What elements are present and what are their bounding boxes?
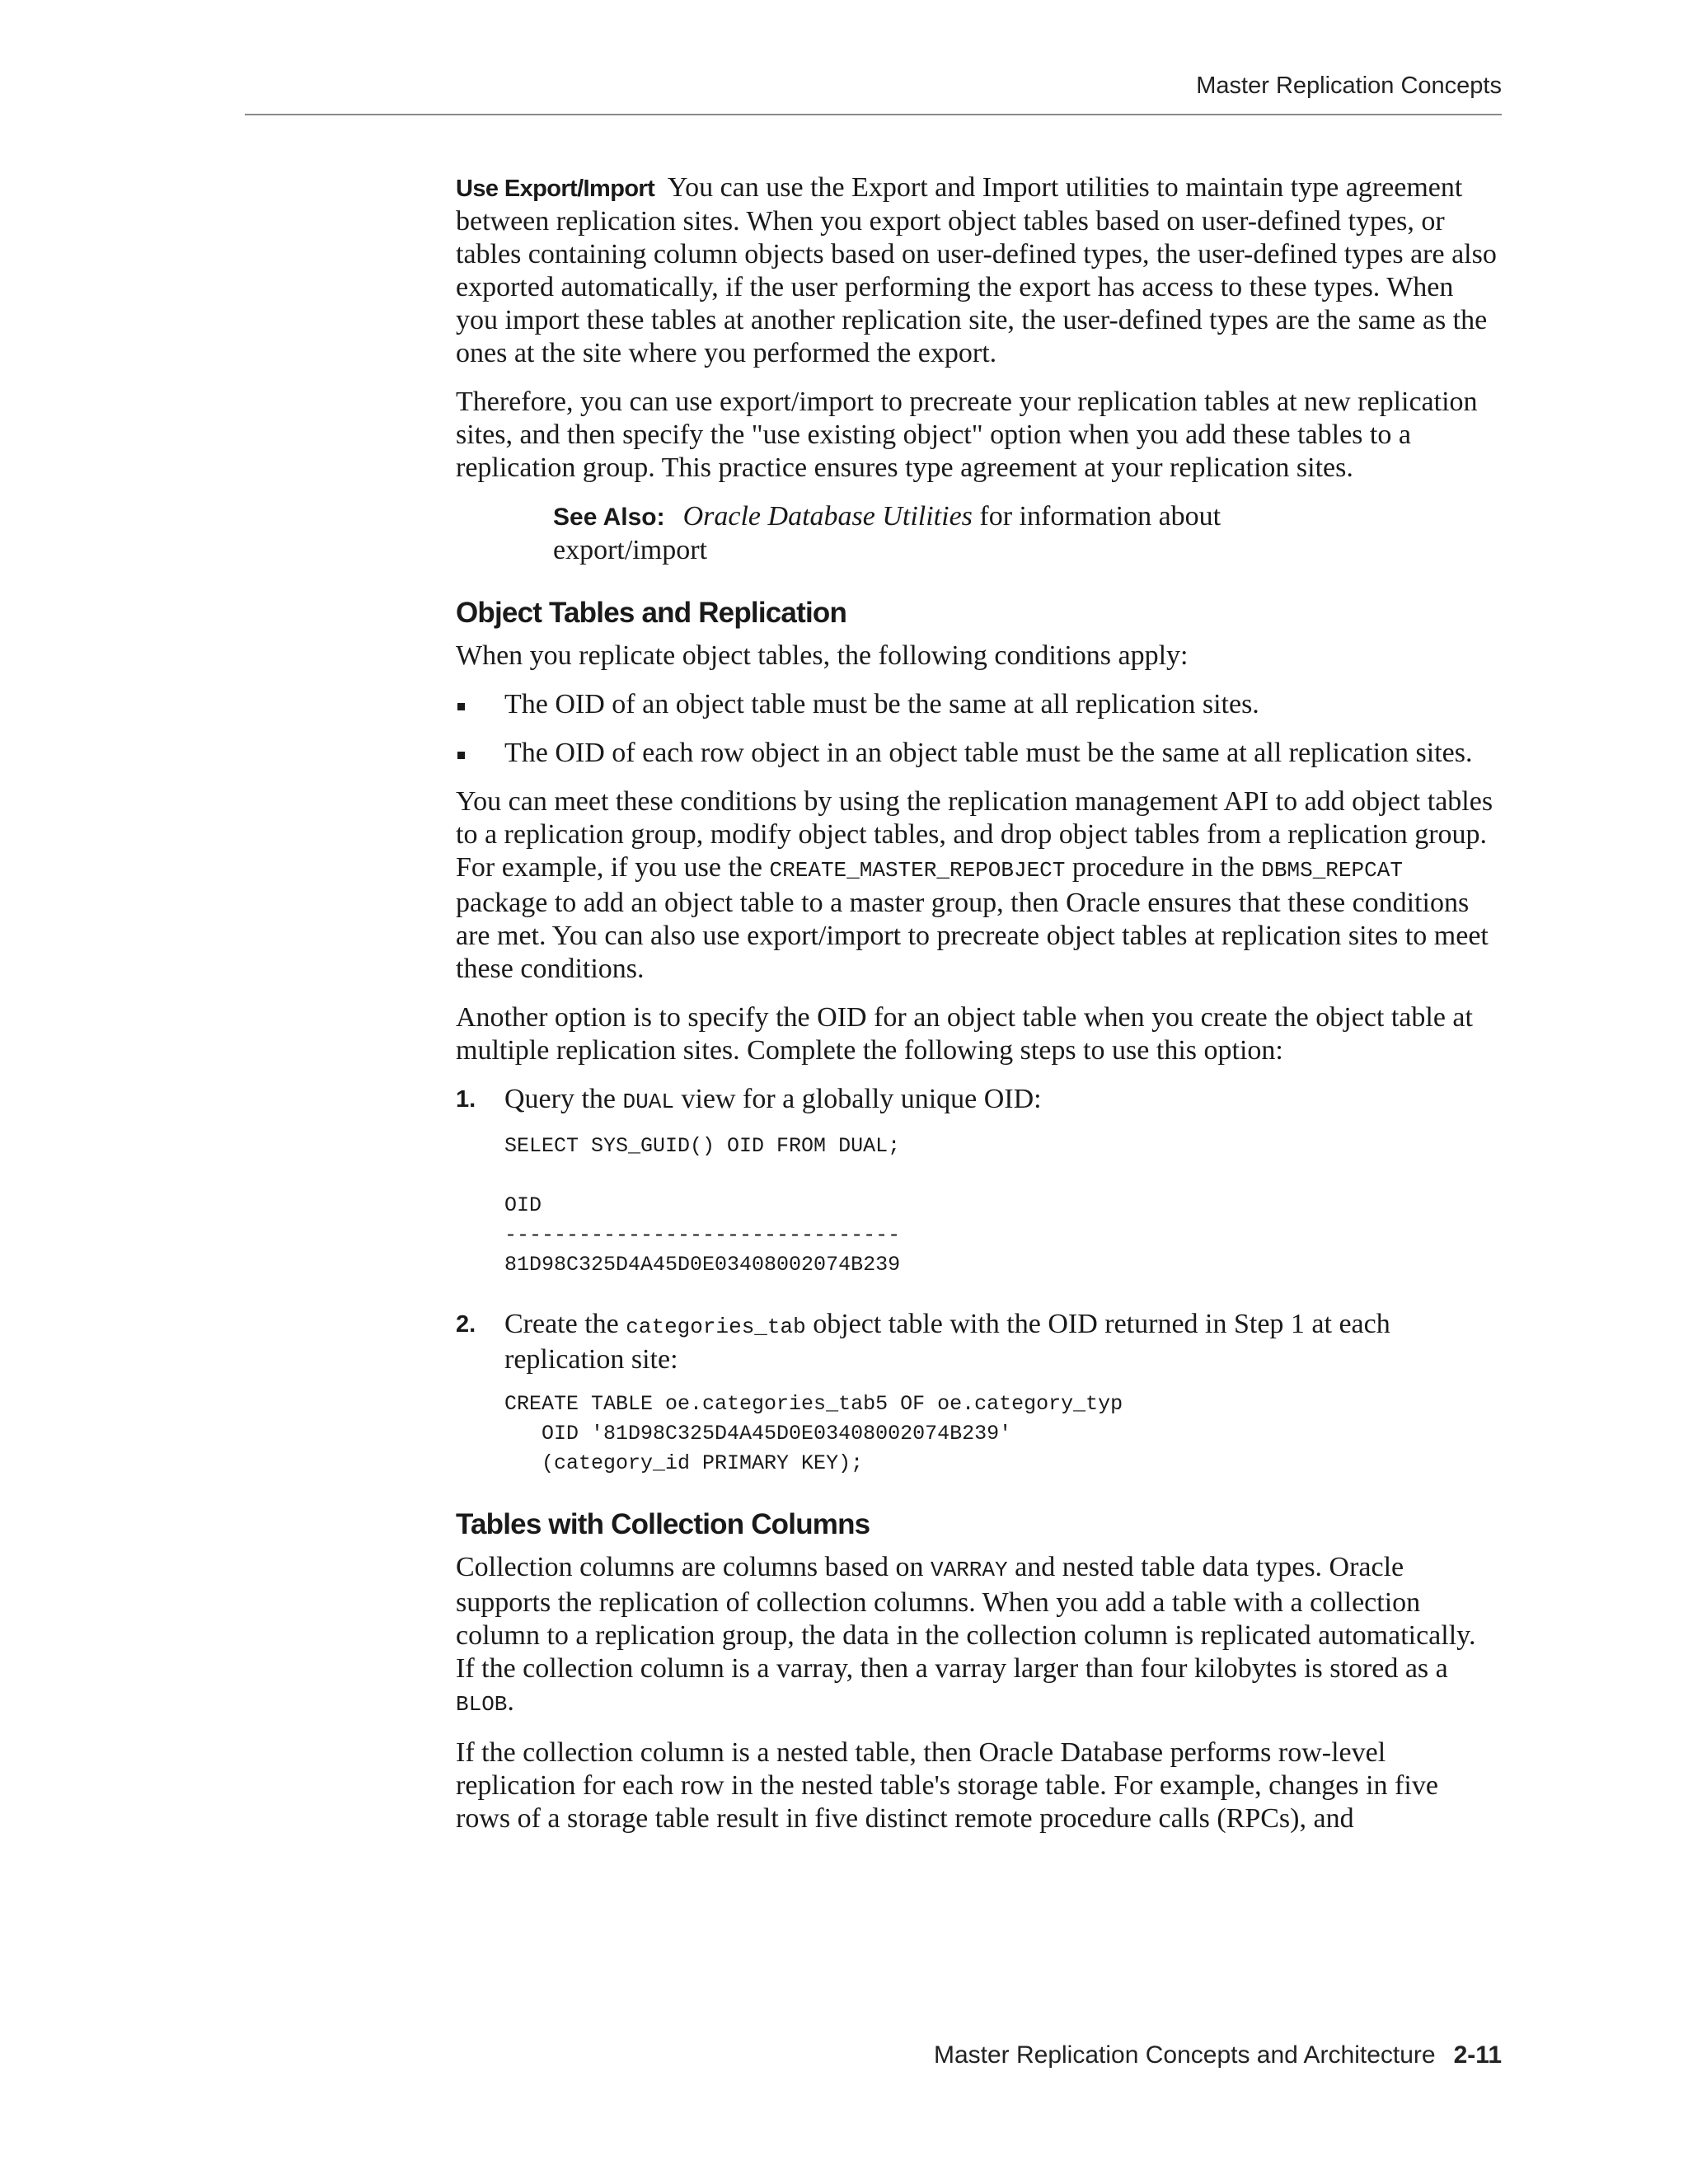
export-paragraph-1-text: You can use the Export and Import utilities to maintain type agreement between replication sites. When you export object tables based on user-defined types, or tables containing column objects based on user-defined types, the user-defined types are also exported automatically, if the user performing the export has access to these types. When you import these tables at another replication site, the user-defined types are the same as the ones at the site where you performed the export. [456, 172, 1497, 368]
page-number: 2-11 [1453, 2041, 1502, 2069]
step-number: 1. [456, 1086, 476, 1113]
code-dbms-repcat: DBMS_REPCAT [1261, 858, 1403, 883]
collection-paragraph-1 [456, 1551, 1498, 1721]
code-create-master-repobject: CREATE_MASTER_REPOBJECT [769, 858, 1066, 883]
code-block-step-1: SELECT SYS_GUID() OID FROM DUAL; OID -------------------------------- 81D98C325D4A45D0E03408002074B239 [504, 1134, 901, 1277]
page-footer [934, 2041, 1502, 2069]
heading-object-tables: Object Tables and Replication [456, 597, 847, 629]
see-also-reference-link[interactable]: Oracle Database Utilities [682, 501, 973, 532]
conditions-list [456, 688, 1498, 770]
text-run: procedure in the [1065, 852, 1262, 883]
heading-collection-columns: Tables with Collection Columns [456, 1508, 870, 1540]
bullet-square-icon [457, 703, 465, 710]
list-item [456, 688, 1498, 721]
collection-paragraph-2: If the collection column is a nested table, then Oracle Database performs row-level replication for each row in the nested table's storage table. For example, changes in five rows of a storage table result in five distinct remote procedure calls (RPCs), and [456, 1737, 1438, 1834]
step-text: object table with the OID returned in Step 1 at each replication site: [504, 1309, 1390, 1375]
see-also-text: for information about export/import [553, 501, 1221, 565]
code-varray: VARRAY [931, 1558, 1008, 1582]
step-text: view for a globally unique OID: [673, 1084, 1042, 1114]
text-run: Collection columns are columns based on [456, 1552, 931, 1582]
list-item-text: The OID of each row object in an object table must be the same at all replication sites. [504, 738, 1473, 768]
step-text: Create the [504, 1309, 626, 1339]
step-number: 2. [456, 1311, 476, 1338]
text-run: package to add an object table to a master group, then Oracle ensures that these conditions are met. You can also use export/import to precreate object tables at replication sites to meet these conditions. [456, 888, 1489, 984]
code-blob: BLOB [456, 1692, 508, 1717]
text-run: . [507, 1686, 514, 1717]
step-text: Query the [504, 1084, 623, 1114]
see-also-label: See Also: [553, 504, 665, 531]
step-1 [456, 1083, 1498, 1118]
step-2 [456, 1308, 1498, 1376]
page-body [456, 171, 1498, 1851]
footer-chapter-title: Master Replication Concepts and Architecture [933, 2041, 1436, 2069]
object-tables-paragraph-1 [456, 785, 1498, 986]
header-rule [245, 114, 1502, 115]
export-paragraph-2: Therefore, you can use export/import to precreate your replication tables at new replication sites, and then specify the "use existing object" option when you add these tables to a replication group. This practice ensures type agreement at your replication sites. [456, 387, 1478, 483]
bullet-square-icon [457, 752, 465, 759]
code-categories-tab: categories_tab [626, 1315, 806, 1339]
running-head-title: Master Replication Concepts [1196, 73, 1502, 99]
list-item-text: The OID of an object table must be the same at all replication sites. [504, 689, 1259, 719]
text-run: You can meet these conditions by using the replication management API to add object tables to a replication group, modify object tables, and drop object tables from a replication group. For example, if you use the [456, 786, 1493, 883]
text-run: and nested table data types. Oracle supports the replication of collection columns. When you add a table with a collection column to a replication group, the data in the collection column is replicated automatically. If the collection column is a varray, then a varray larger than four kilobytes is stored as a [456, 1552, 1476, 1684]
runin-heading-export-import: Use Export/Import [456, 176, 655, 202]
object-tables-intro: When you replicate object tables, the following conditions apply: [456, 640, 1189, 671]
code-dual: DUAL [622, 1090, 674, 1114]
code-block-step-2: CREATE TABLE oe.categories_tab5 OF oe.category_typ OID '81D98C325D4A45D0E03408002074B239' (category_id PRIMARY KEY); [504, 1392, 1123, 1475]
export-paragraph-1 [456, 171, 1498, 370]
see-also-note [553, 500, 1295, 567]
list-item [456, 737, 1498, 770]
object-tables-paragraph-2: Another option is to specify the OID for an object table when you create the object table at multiple replication sites. Complete the following steps to use this option: [456, 1002, 1473, 1066]
